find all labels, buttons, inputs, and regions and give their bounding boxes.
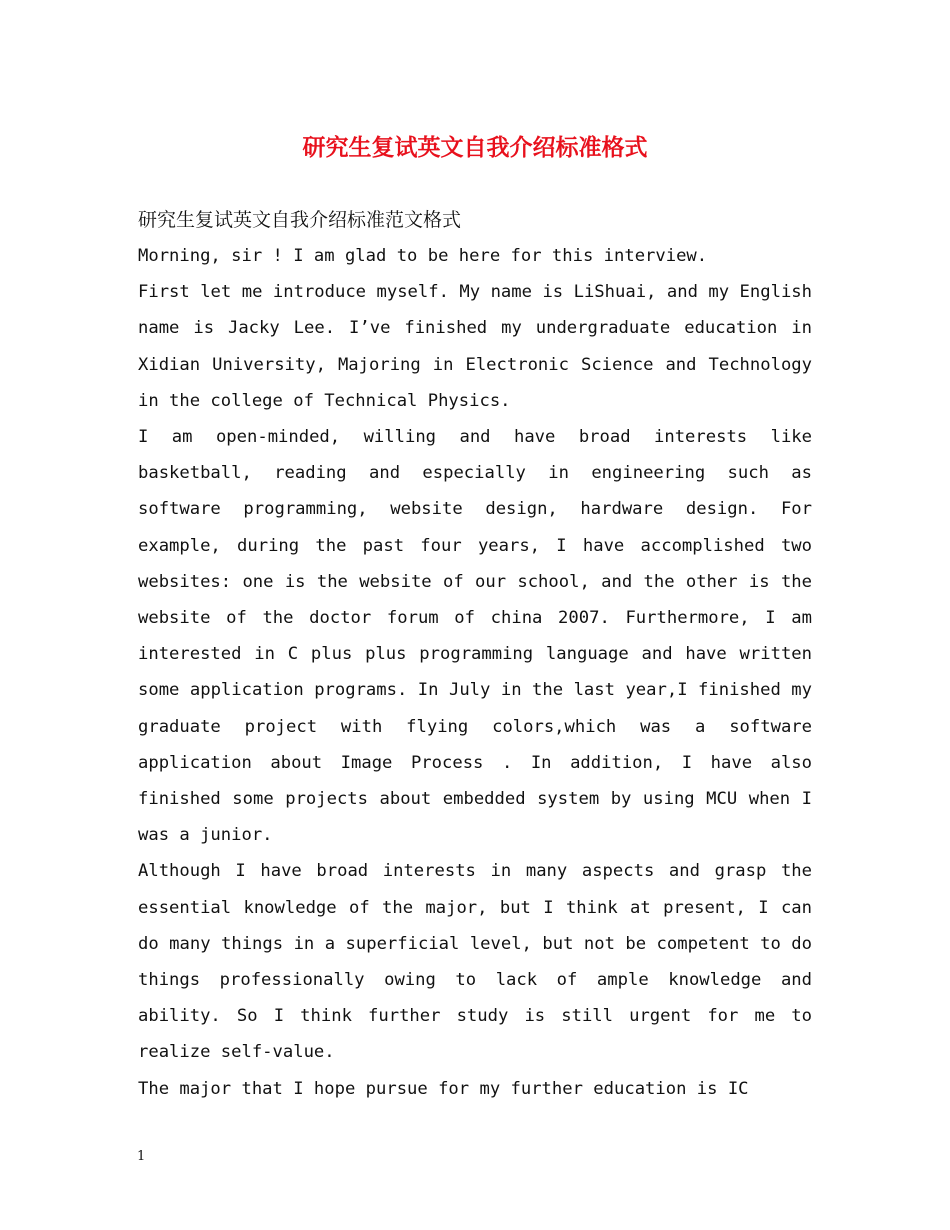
document-title: 研究生复试英文自我介绍标准格式: [302, 134, 648, 161]
document-subtitle: 研究生复试英文自我介绍标准范文格式: [138, 209, 462, 231]
paragraph-further-study: Although I have broad interests in many aspects and grasp the essential knowledge of the major, but I think at present, I can do many things in a superficial level, but not be competent to do things professionally owing to lack of ample knowledge and ability. So I think further study is still urgent for me to realize self-value.: [138, 861, 812, 1063]
paragraph-introduction: First let me introduce myself. My name is LiShuai, and my English name is Jacky Lee. I’ve finished my undergraduate education in Xidian University, Majoring in Electronic Science and Technology in the college of Technical Physics.: [138, 282, 812, 411]
paragraph-major: The major that I hope pursue for my further education is IC: [138, 1078, 749, 1099]
page-number: 1: [137, 1149, 146, 1164]
paragraph-interests: I am open-minded, willing and have broad interests like basketball, reading and especially in engineering such as software programming, website design, hardware design. For example, during the past four years, I have accomplished two websites: one is the website of our school, and the other is the website of the doctor forum of china 2007. Furthermore, I am interested in C plus plus programming language and have written some application programs. In July in the last year,I finished my graduate project with flying colors,which was a software application about Image Process . In addition, I have also finished some projects about embedded system by using MCU when I was a junior.: [138, 427, 812, 846]
document-body: [138, 238, 812, 1107]
paragraph-greeting: Morning, sir ! I am glad to be here for this interview.: [138, 246, 708, 266]
